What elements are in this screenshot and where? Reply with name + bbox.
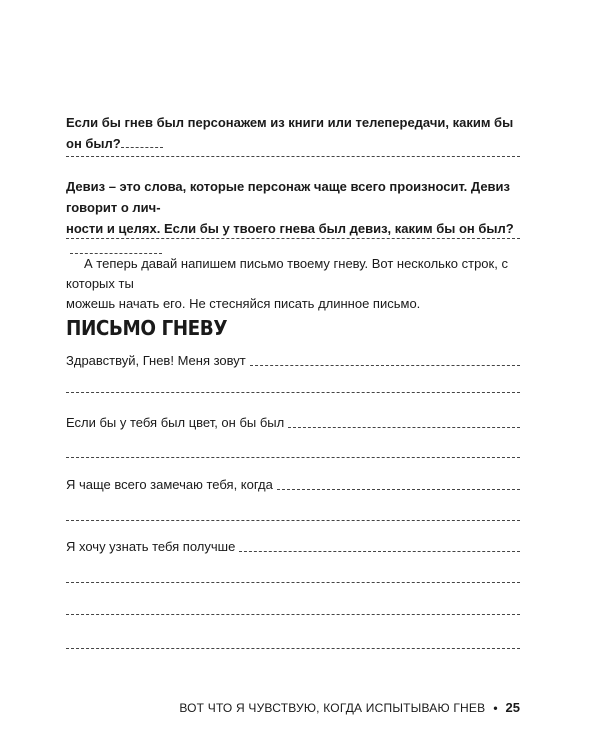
letter-prompt-know-better <box>66 538 520 556</box>
answer-line[interactable] <box>239 551 520 552</box>
intro-line: А теперь давай напишем письмо твоему гневу. Вот несколько строк, с которых ты <box>66 256 508 291</box>
prompt-text: Если бы у тебя был цвет, он бы был <box>66 415 285 430</box>
answer-line[interactable] <box>66 648 520 649</box>
answer-line[interactable] <box>288 427 520 428</box>
footer-bullet: • <box>493 700 498 715</box>
question-text-line: Девиз – это слова, которые персонаж чаще всего произносит. Девиз говорит о лич- <box>66 179 510 215</box>
letter-title: ПИСЬМО ГНЕВУ <box>66 316 228 340</box>
answer-line[interactable] <box>66 520 520 521</box>
intro-line: можешь начать его. Не стесняйся писать длинное письмо. <box>66 296 421 311</box>
answer-line[interactable] <box>66 238 520 239</box>
answer-line[interactable] <box>250 365 520 366</box>
answer-line[interactable] <box>66 392 520 393</box>
answer-line[interactable] <box>121 135 163 148</box>
letter-prompt-notice <box>66 476 520 494</box>
answer-line[interactable] <box>66 156 520 157</box>
question-text-line: ности и целях. Если бы у твоего гнева был девиз, каким бы он был? <box>66 221 514 236</box>
page-footer <box>179 700 520 715</box>
prompt-text: Я чаще всего замечаю тебя, когда <box>66 477 273 492</box>
answer-line[interactable] <box>66 457 520 458</box>
answer-line[interactable] <box>70 241 162 254</box>
question-anger-character <box>66 112 520 154</box>
answer-line[interactable] <box>66 614 520 615</box>
intro-paragraph <box>66 254 526 314</box>
answer-line[interactable] <box>66 582 520 583</box>
prompt-text: Здравствуй, Гнев! Меня зовут <box>66 353 246 368</box>
footer-section-title: ВОТ ЧТО Я ЧУВСТВУЮ, КОГДА ИСПЫТЫВАЮ ГНЕВ <box>179 700 486 715</box>
letter-prompt-name <box>66 352 520 370</box>
page-number: 25 <box>505 700 520 715</box>
question-text: Если бы гнев был персонажем из книги или телепередачи, каким бы он был? <box>66 115 514 151</box>
answer-line[interactable] <box>277 489 520 490</box>
prompt-text: Я хочу узнать тебя получше <box>66 539 236 554</box>
question-anger-motto <box>66 176 520 260</box>
letter-prompt-color <box>66 414 520 432</box>
